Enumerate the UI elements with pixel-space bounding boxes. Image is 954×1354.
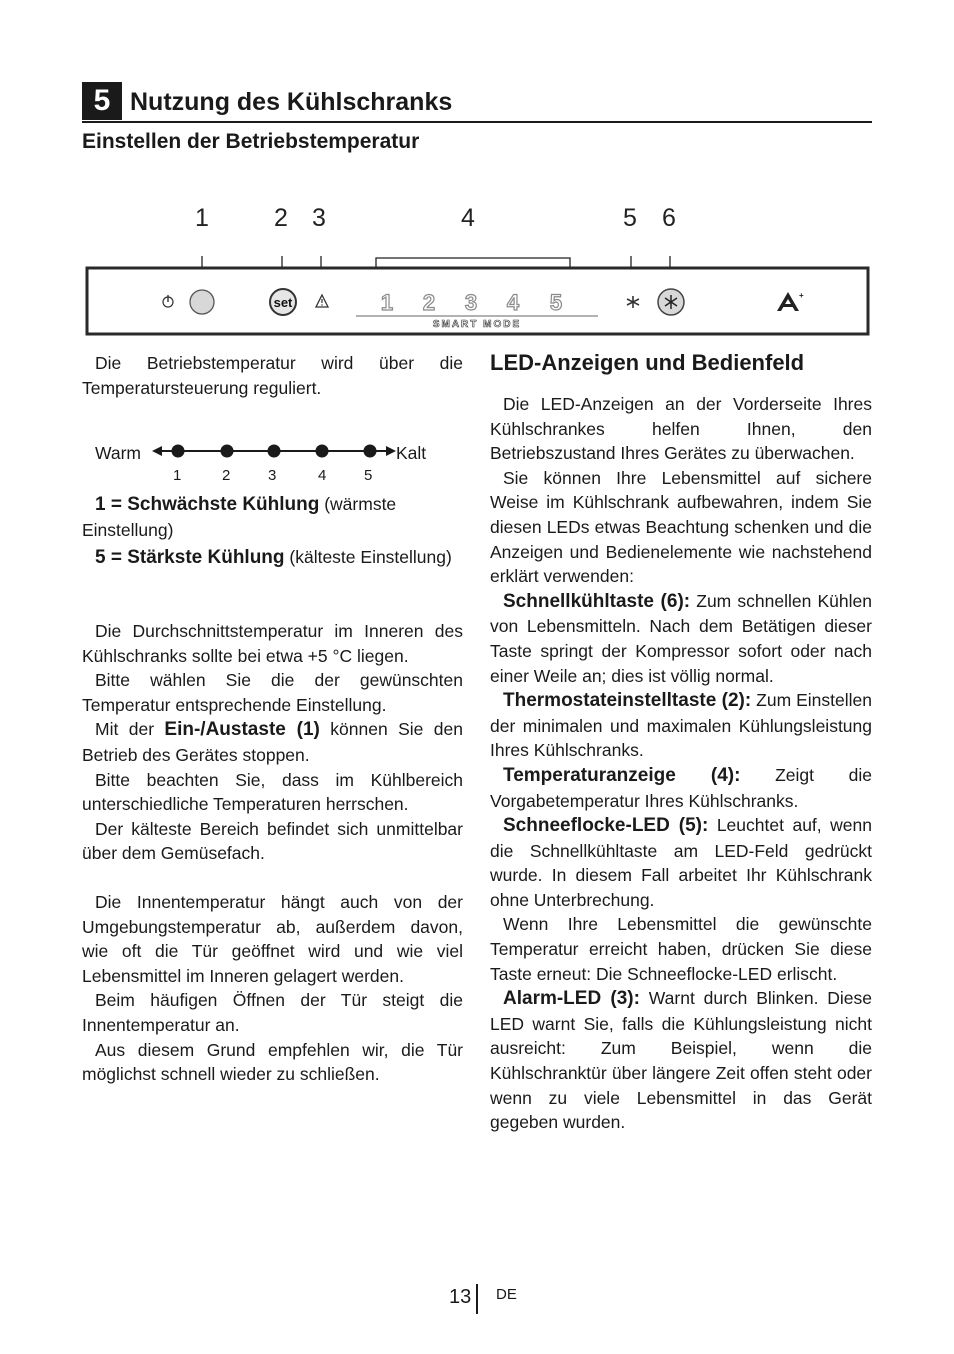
left-p4: Bitte beachten Sie, dass im Kühlbereich unterschiedliche Temperaturen herrschen. [82,769,463,815]
scale-num-1: 1 [173,467,182,484]
temp-level-3: 3 [464,290,478,315]
callout-2: 2 [274,204,288,232]
strongest-cooling: 5 = Stärkste Kühlung (kälteste Einstellung) [95,547,452,569]
callout-3: 3 [312,204,326,232]
on-off-button[interactable] [190,290,214,314]
left-p1: Die Durchschnittstemperatur im Inneren des Kühlschranks sollte bei etwa +5 °C liegen. [82,621,463,666]
weakest-cooling: 1 = Schwächste Kühlung (wärmste Einstellung) [82,494,397,540]
chapter-number: 5 [82,82,122,120]
led-section-title: LED-Anzeigen und Bedienfeld [490,350,805,375]
scale-kalt-label: Kalt [396,443,427,463]
chapter-rule [82,121,872,123]
scale-warm-label: Warm [95,443,142,463]
temperature-scale [150,440,400,464]
right-p1: Die LED-Anzeigen an der Vorderseite Ihres Kühlschrankes helfen Ihnen, den Betriebszustand Ihres Gerätes zu überwachen. [490,394,872,464]
left-p6: Die Innentemperatur hängt auch von der Umgebungstemperatur ab, außerdem davon, wie oft die Tür geöffnet wird und wie viel Lebensmittel im Inneren gelagert werden. [82,891,463,986]
left-p5: Der kälteste Bereich befindet sich unmittelbar über dem Gemüsefach. [82,818,463,864]
language-code: DE [496,1286,517,1303]
scale-num-5: 5 [364,467,373,484]
scale-num-4: 4 [318,467,327,484]
intro-paragraph: Die Betriebstemperatur wird über die Temperatursteuerung reguliert. [82,353,463,398]
svg-text:+: + [799,291,804,300]
left-p8: Aus diesem Grund empfehlen wir, die Tür möglichst schnell wieder zu schließen. [82,1039,463,1085]
left-body [82,492,463,571]
callout-5: 5 [623,204,637,232]
right-p2: Sie können Ihre Lebensmittel auf sichere Weise im Kühlschrank aufbewahren, indem Sie diesen LEDs etwas Beachtung schenken und die Anzeigen und Bedienelemente wie nachstehend erklärt verwenden: [490,467,872,587]
set-button-label: set [273,295,293,310]
left-intro [82,351,463,400]
scale-dot-2 [221,445,234,458]
left-p3: Mit der Ein-/Austaste (1) können Sie den Betrieb des Gerätes stoppen. [82,719,463,765]
temp-level-5: 5 [549,290,563,315]
right-p3: Wenn Ihre Lebensmittel die gewünschte Temperatur erreicht haben, drücken Sie diese Taste erneut: Die Schneeflocke-LED erlischt. [490,914,872,984]
callout-1: 1 [195,204,209,232]
thermostat-description: Thermostateinstelltaste (2): Zum Einstellen der minimalen und maximalen Kühlungsleistung Ihres Kühlschranks. [490,690,872,761]
scale-dot-3 [268,445,281,458]
callout-4: 4 [461,204,475,232]
scale-num-2: 2 [222,467,231,484]
temperature-display-description: Temperaturanzeige (4): Zeigt die Vorgabetemperatur Ihres Kühlschranks. [490,764,873,811]
footer-divider [476,1284,478,1314]
callout-6: 6 [662,204,676,232]
quick-cool-description: Schnellkühltaste (6): Zum schnellen Kühlen von Lebensmitteln. Nach dem Betätigen dieser Taste springt der Kompressor sofort oder nach einer Weile an; dies ist völlig normal. [490,590,872,686]
scale-dot-4 [316,445,329,458]
temp-level-2: 2 [422,290,436,315]
scale-dot-1 [172,445,185,458]
left-p7: Beim häufigen Öffnen der Tür steigt die Innentemperatur an. [82,990,463,1035]
temp-level-4: 4 [506,290,520,315]
section-title: Einstellen der Betriebstemperatur [82,130,420,153]
temp-level-1: 1 [380,290,394,315]
right-paragraphs [490,392,872,1135]
scale-num-3: 3 [268,467,277,484]
alarm-led-description: Alarm-LED (3): Warnt durch Blinken. Diese LED warnt Sie, falls die Kühlungsleistung nicht ausreicht: Zum Beispiel, wenn die Kühlschranktür über längere Zeit offen steht oder wenn zu viele Lebensmittel in das Gerät gegeben wurden. [490,988,873,1133]
control-panel-diagram [80,236,880,340]
snowflake-led-description: Schneeflocke-LED (5): Leuchtet auf, wenn die Schnellkühltaste am LED-Feld gedrückt wurde. In diesem Fall arbeitet Ihr Kühlschrank ohne Unterbrechung. [490,815,873,910]
page-number: 13 [449,1286,472,1308]
chapter-title: Nutzung des Kühlschranks [130,88,453,116]
scale-dot-5 [364,445,377,458]
left-paragraphs [82,619,463,1087]
smart-mode-label: SMART MODE [432,319,522,330]
left-p2: Bitte wählen Sie die der gewünschten Temperatur entsprechende Einstellung. [82,670,463,715]
